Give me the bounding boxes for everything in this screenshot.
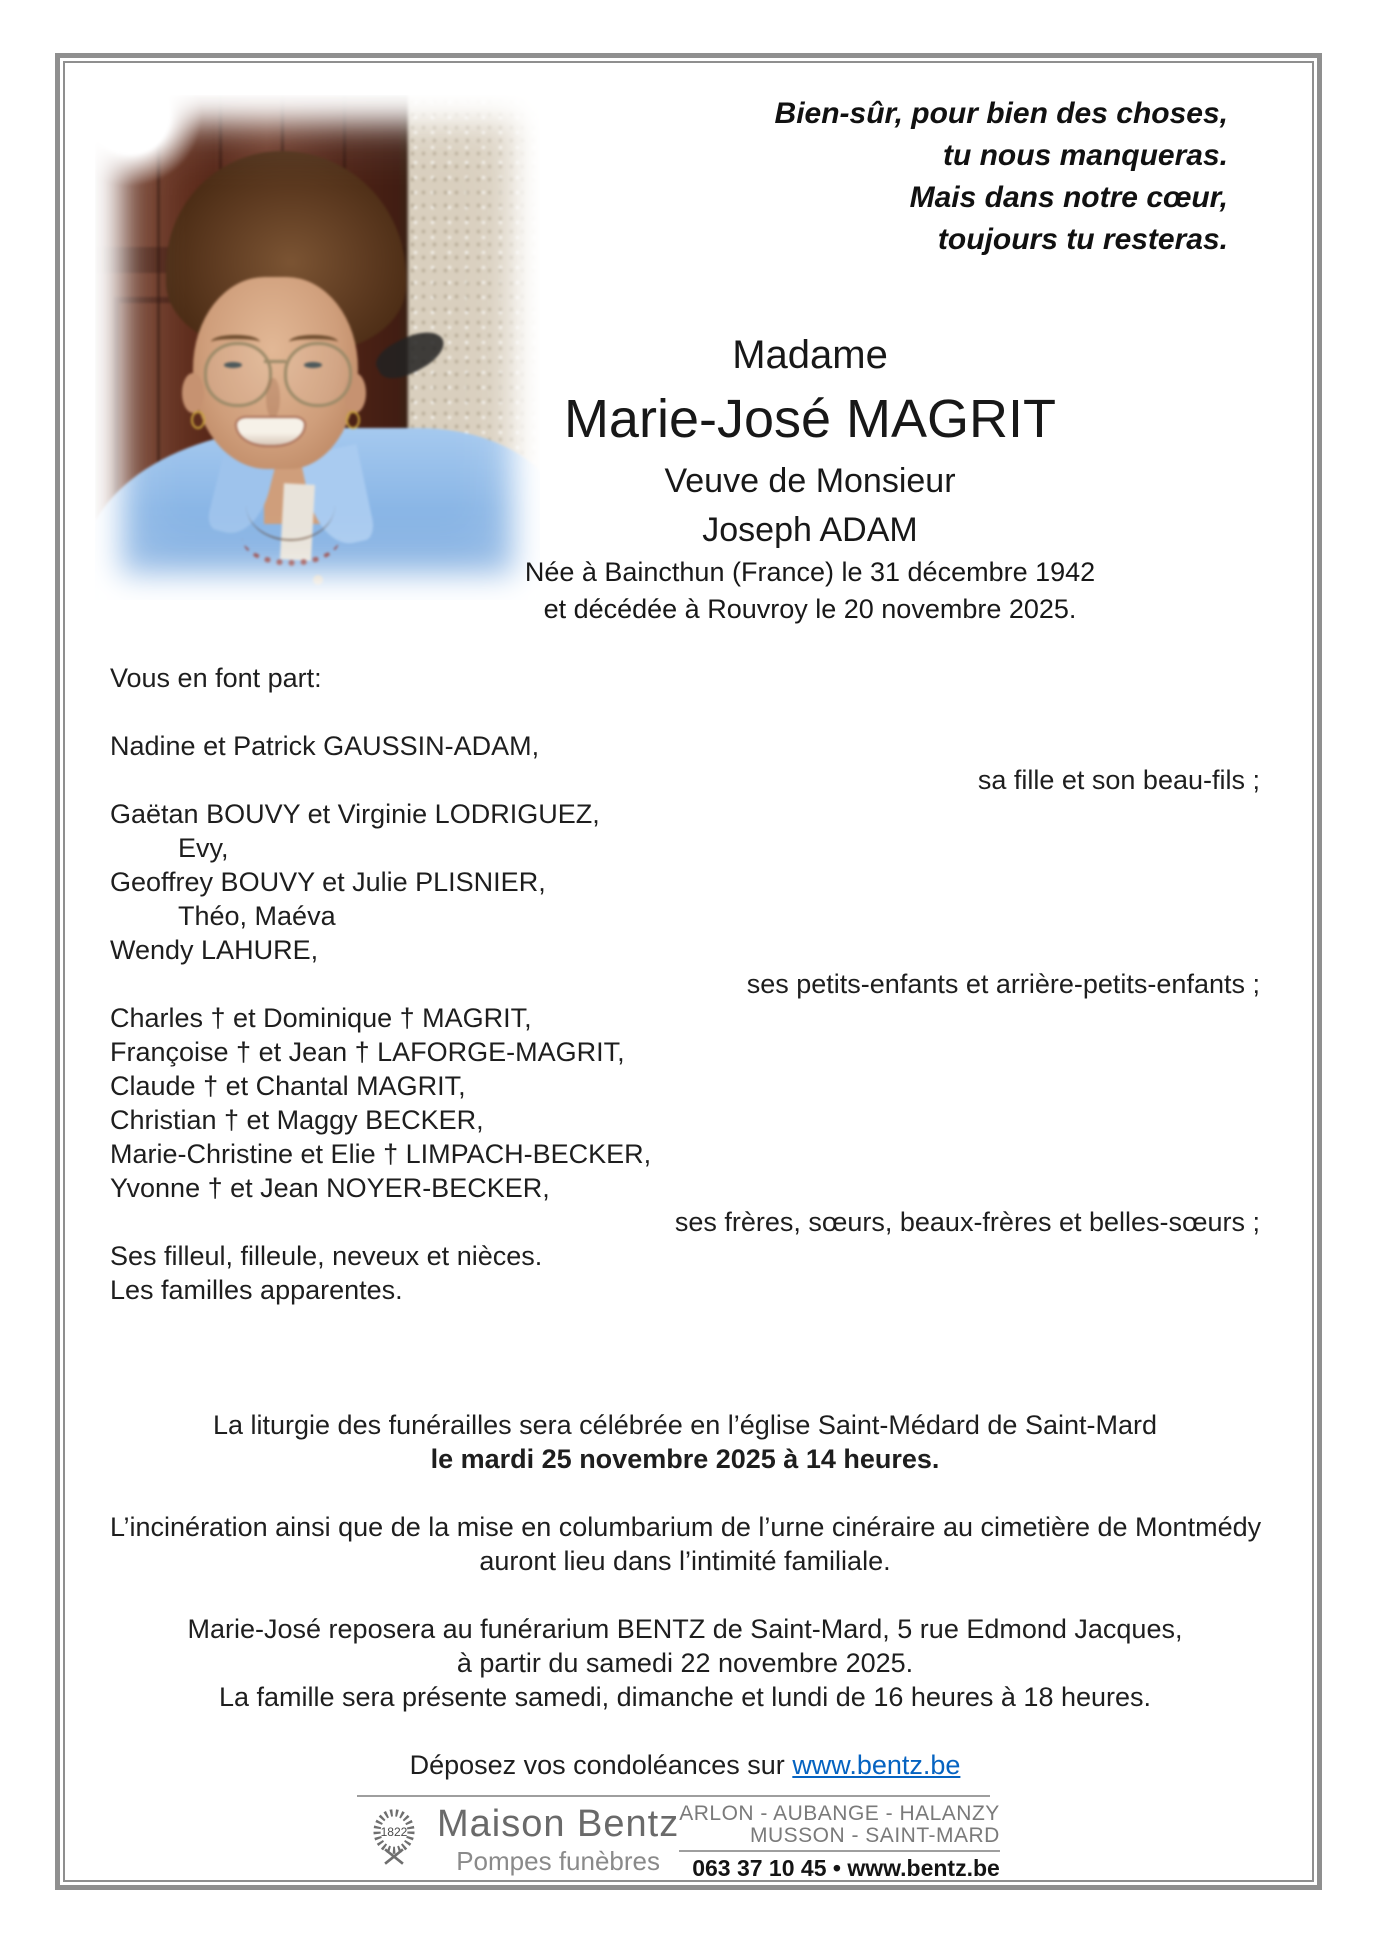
spacer [110,1578,1260,1612]
cities-line: MUSSON - SAINT-MARD [749,1824,1000,1847]
repose-line: Marie-José reposera au funérarium BENTZ de Saint-Mard, 5 rue Edmond Jacques, [187,1614,1183,1644]
deceased-title: Madame [732,333,888,377]
phone-and-website: 063 37 10 45 • www.bentz.be [692,1855,1000,1881]
family-line: Charles † et Dominique † MAGRIT, [110,1003,532,1033]
condolences-line [110,1748,1260,1782]
cremation-line: L’incinération ainsi que de la mise en columbarium de l’urne cinéraire au cimetière de Montmédy [110,1512,1262,1542]
photo-earring-left [191,411,205,429]
relation-line: sa fille et son beau-fils ; [977,765,1260,795]
condolences-text: Déposez vos condoléances sur [409,1750,793,1780]
family-line: Françoise † et Jean † LAFORGE-MAGRIT, [110,1037,625,1067]
quote-line: tu nous manqueras. [942,139,1228,172]
family-line: Geoffrey BOUVY et Julie PLISNIER, [110,867,546,897]
quote-line: Mais dans notre cœur, [909,181,1228,214]
bentz-website-link[interactable]: www.bentz.be [792,1750,961,1780]
family-line: Claude † et Chantal MAGRIT, [110,1071,466,1101]
photo-ear-left [182,373,204,413]
cities-line: ARLON - AUBANGE - HALANZY [679,1802,1000,1825]
glasses-bridge [264,360,286,363]
footer-contact-block [679,1803,1000,1880]
family-line-indented: Evy, [178,833,229,863]
footer-divider [679,1850,1000,1852]
spacer [110,1714,1260,1748]
quote-line: toujours tu resteras. [937,223,1228,256]
brand-name: Maison Bentz [437,1803,680,1845]
laurel-1822-icon [367,1803,421,1869]
family-line: Yvonne † et Jean NOYER-BECKER, [110,1173,550,1203]
family-line: Nadine et Patrick GAUSSIN-ADAM, [110,731,540,761]
liturgy-datetime: le mardi 25 novembre 2025 à 14 heures. [430,1444,940,1474]
family-line: Les familles apparentes. [110,1275,403,1305]
repose-line: à partir du samedi 22 novembre 2025. [456,1648,914,1678]
cremation-line: auront lieu dans l’intimité familiale. [479,1546,891,1576]
death-line: et décédée à Rouvroy le 20 novembre 2025. [543,594,1077,624]
birth-line: Née à Baincthun (France) le 31 décembre 1942 [524,557,1096,587]
ceremony-details [110,1408,1260,1782]
memorial-quote [775,93,1228,261]
brand-tagline: Pompes funèbres [456,1846,661,1876]
husband-name: Joseph ADAM [702,511,918,549]
family-line: Ses filleul, filleule, neveux et nièces. [110,1241,543,1271]
glasses-left-lens-icon [204,342,272,406]
family-announcement [110,661,1260,1307]
brand-block [437,1803,679,1875]
quote-line: Bien-sûr, pour bien des choses, [774,97,1228,130]
deceased-name: Marie-José MAGRIT [563,389,1057,449]
spacer [110,1476,1260,1510]
photo-corner-feather [95,95,202,186]
family-line: Wendy LAHURE, [110,935,319,965]
family-line: Marie-Christine et Elie † LIMPACH-BECKER, [110,1139,652,1169]
family-line: Christian † et Maggy BECKER, [110,1105,484,1135]
spacer [110,695,1260,729]
liturgy-line: La liturgie des funérailles sera célébrée en l’église Saint-Médard de Saint-Mard [212,1410,1157,1440]
family-intro: Vous en font part: [110,663,322,693]
family-line: Gaëtan BOUVY et Virginie LODRIGUEZ, [110,799,600,829]
funeral-home-footer [357,1795,1000,1881]
founding-year: 1822 [380,1825,408,1839]
relation-line: ses frères, sœurs, beaux-frères et belles-sœurs ; [674,1207,1260,1237]
deceased-header [300,328,1320,628]
repose-line: La famille sera présente samedi, dimanche et lundi de 16 heures à 18 heures. [218,1682,1152,1712]
relation-line: ses petits-enfants et arrière-petits-enfants ; [746,969,1260,999]
photo-nose [266,378,279,418]
family-line-indented: Théo, Maéva [178,901,336,931]
widow-of-label: Veuve de Monsieur [664,462,956,500]
